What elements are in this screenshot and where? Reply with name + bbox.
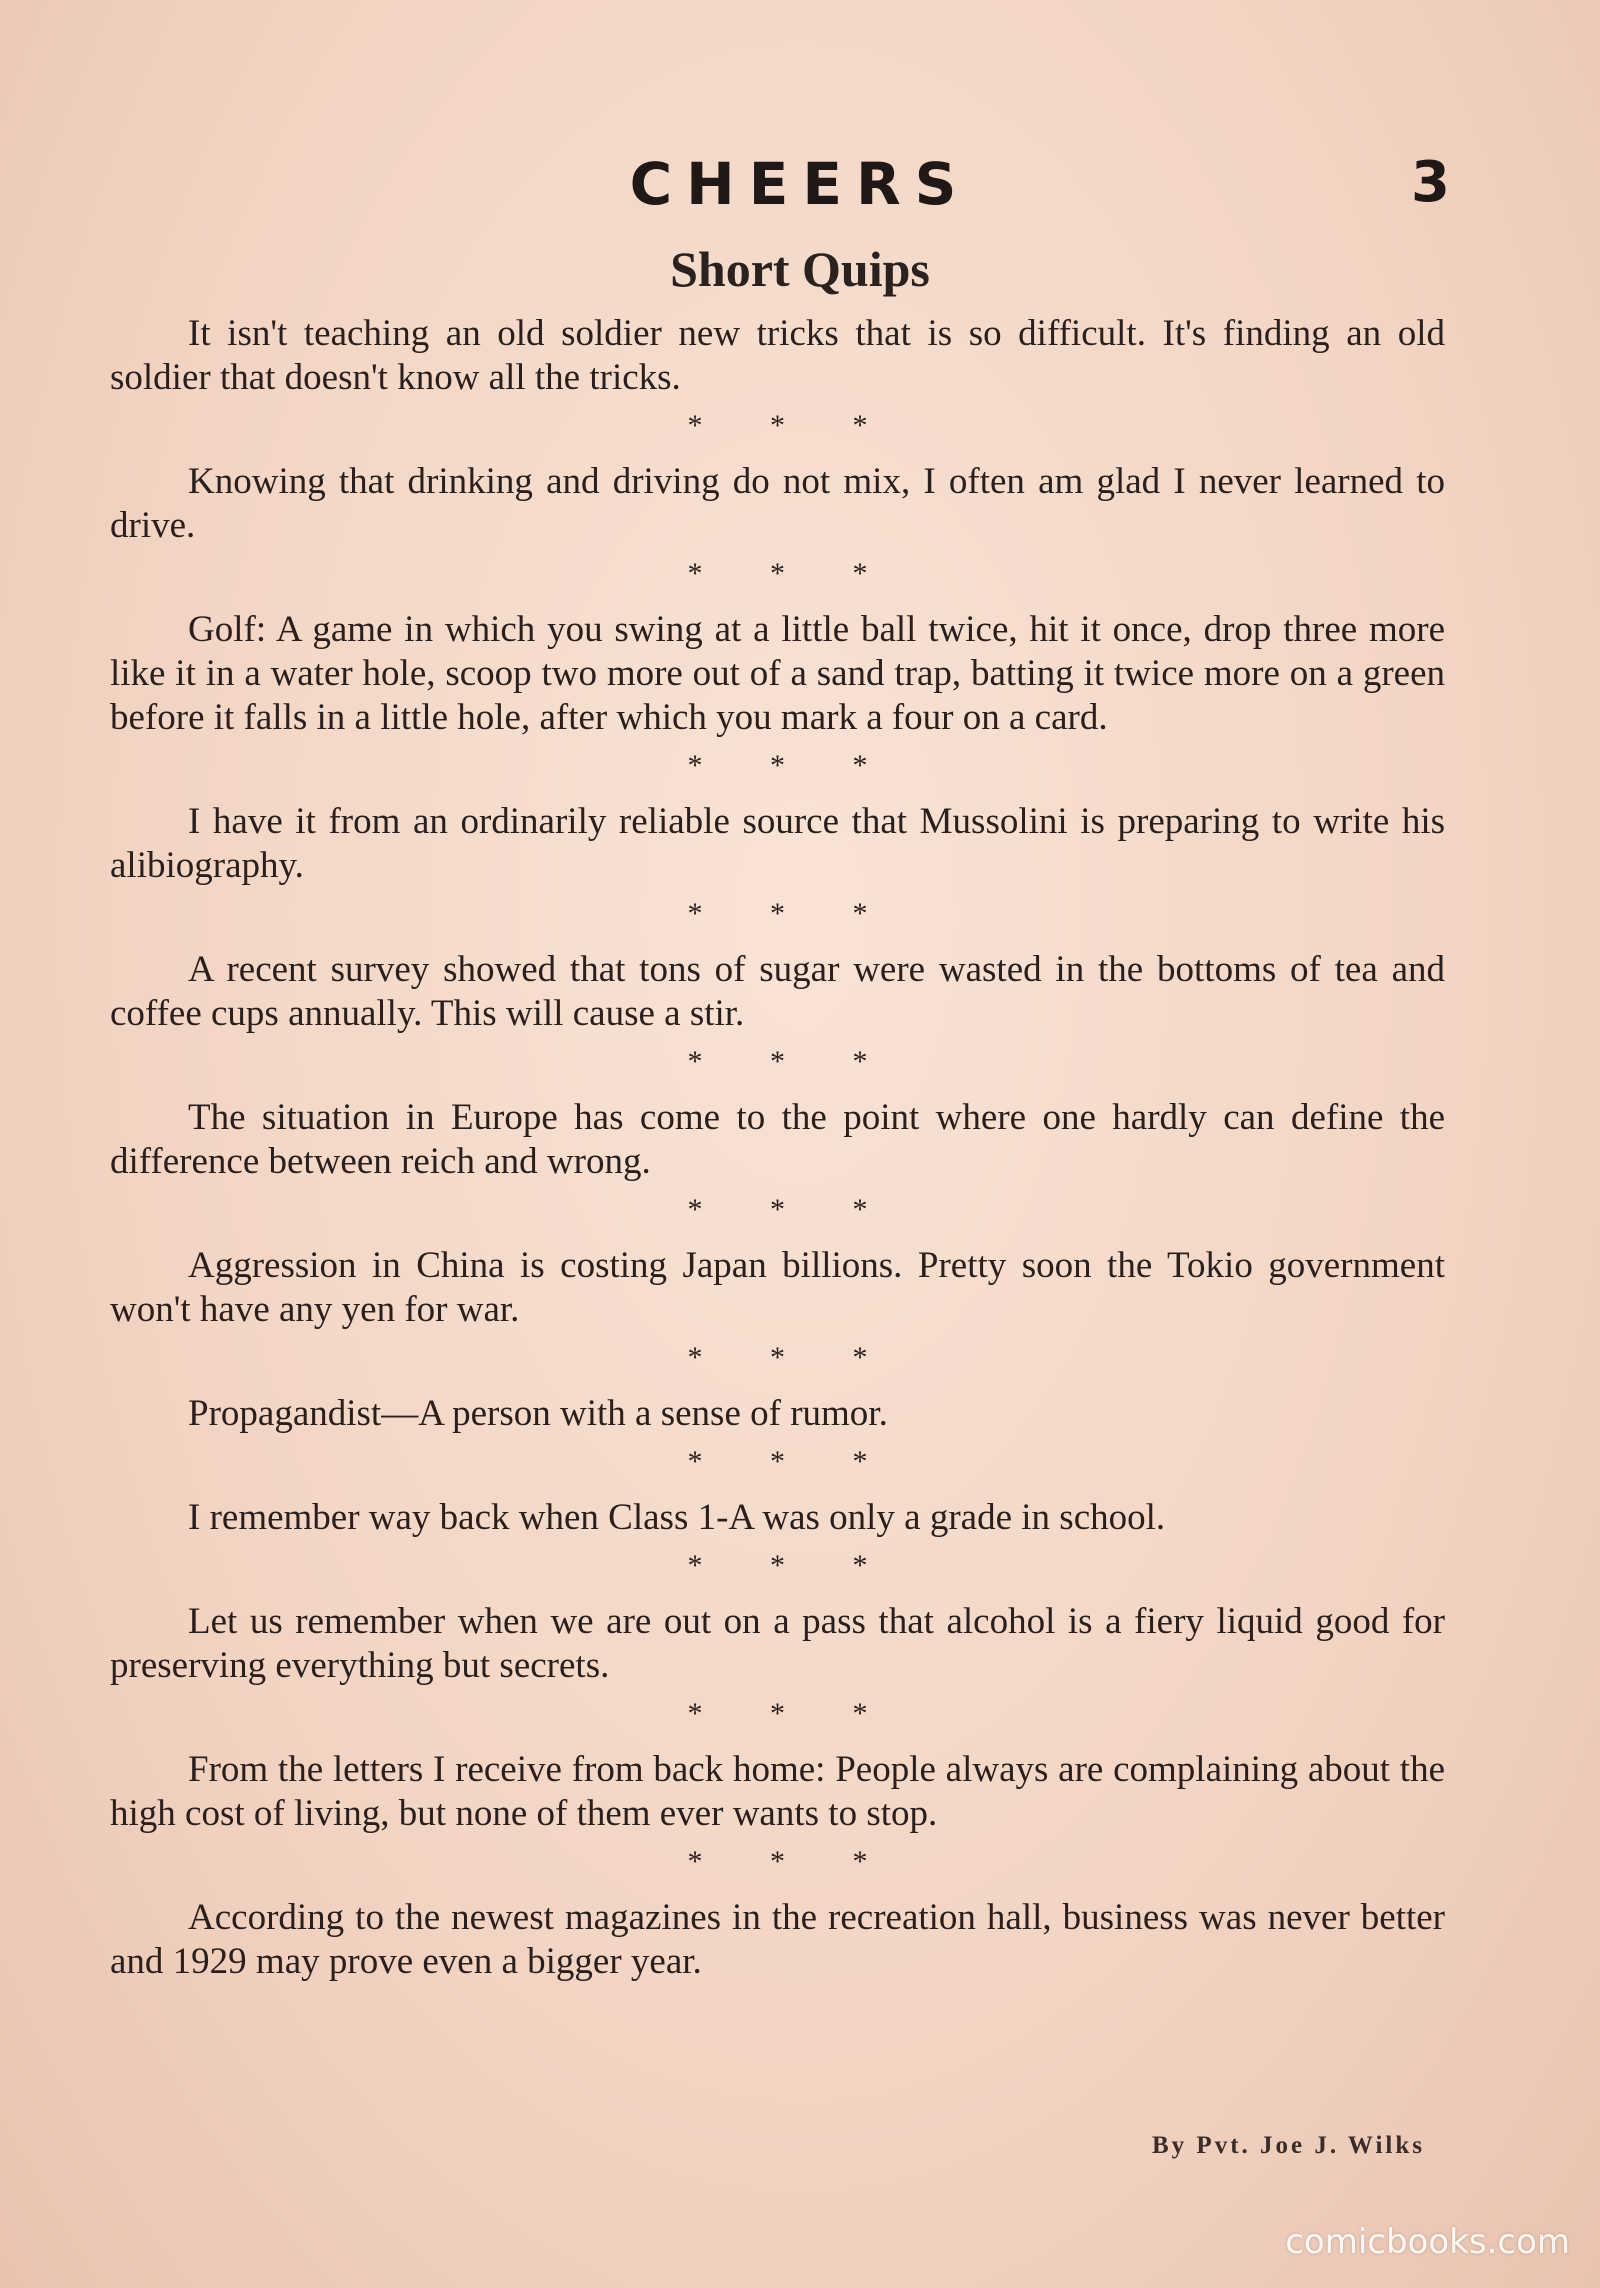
quip: Propagandist—A person with a sense of rumor. xyxy=(188,1393,888,1434)
separator: * * * xyxy=(687,1445,868,1478)
author-byline: By Pvt. Joe J. Wilks xyxy=(1152,2132,1425,2159)
quip: According to the newest magazines in the recreation hall, business was never better and 1929 may prove even a bigger year. xyxy=(110,1897,1445,1982)
quip: A recent survey showed that tons of sugar were wasted in the bottoms of tea and coffee cups annually. This will cause a stir. xyxy=(110,949,1445,1034)
quips-column xyxy=(110,312,1445,1984)
quip: I have it from an ordinarily reliable source that Mussolini is preparing to write his alibiography. xyxy=(110,801,1445,886)
quip: Let us remember when we are out on a pass that alcohol is a fiery liquid good for preserving everything but secrets. xyxy=(110,1601,1445,1686)
quip: It isn't teaching an old soldier new tricks that is so difficult. It's finding an old soldier that doesn't know all the tricks. xyxy=(110,313,1445,398)
separator: * * * xyxy=(687,749,868,782)
separator: * * * xyxy=(687,557,868,590)
separator: * * * xyxy=(687,409,868,442)
quip: From the letters I receive from back home: People always are complaining about the high cost of living, but none of them ever wants to stop. xyxy=(110,1749,1445,1834)
separator: * * * xyxy=(687,1341,868,1374)
separator: * * * xyxy=(687,1549,868,1582)
page-number: 3 xyxy=(1411,150,1450,215)
masthead xyxy=(0,150,1600,220)
separator: * * * xyxy=(687,1193,868,1226)
quip: Knowing that drinking and driving do not mix, I often am glad I never learned to drive. xyxy=(110,461,1445,546)
quip: Golf: A game in which you swing at a little ball twice, hit it once, drop three more like it in a water hole, scoop two more out of a sand trap, batting it twice more on a green before it falls in a little hole, after which you mark a four on a card. xyxy=(110,609,1445,738)
separator: * * * xyxy=(687,897,868,930)
site-watermark: comicbooks.com xyxy=(1285,2222,1570,2262)
separator: * * * xyxy=(687,1045,868,1078)
magazine-title: CHEERS xyxy=(629,150,971,218)
quip: I remember way back when Class 1-A was only a grade in school. xyxy=(188,1497,1166,1538)
quip: Aggression in China is costing Japan billions. Pretty soon the Tokio government won't have any yen for war. xyxy=(110,1245,1445,1330)
quip: The situation in Europe has come to the point where one hardly can define the difference between reich and wrong. xyxy=(110,1097,1445,1182)
separator: * * * xyxy=(687,1697,868,1730)
separator: * * * xyxy=(687,1845,868,1878)
section-heading: Short Quips xyxy=(670,241,930,297)
